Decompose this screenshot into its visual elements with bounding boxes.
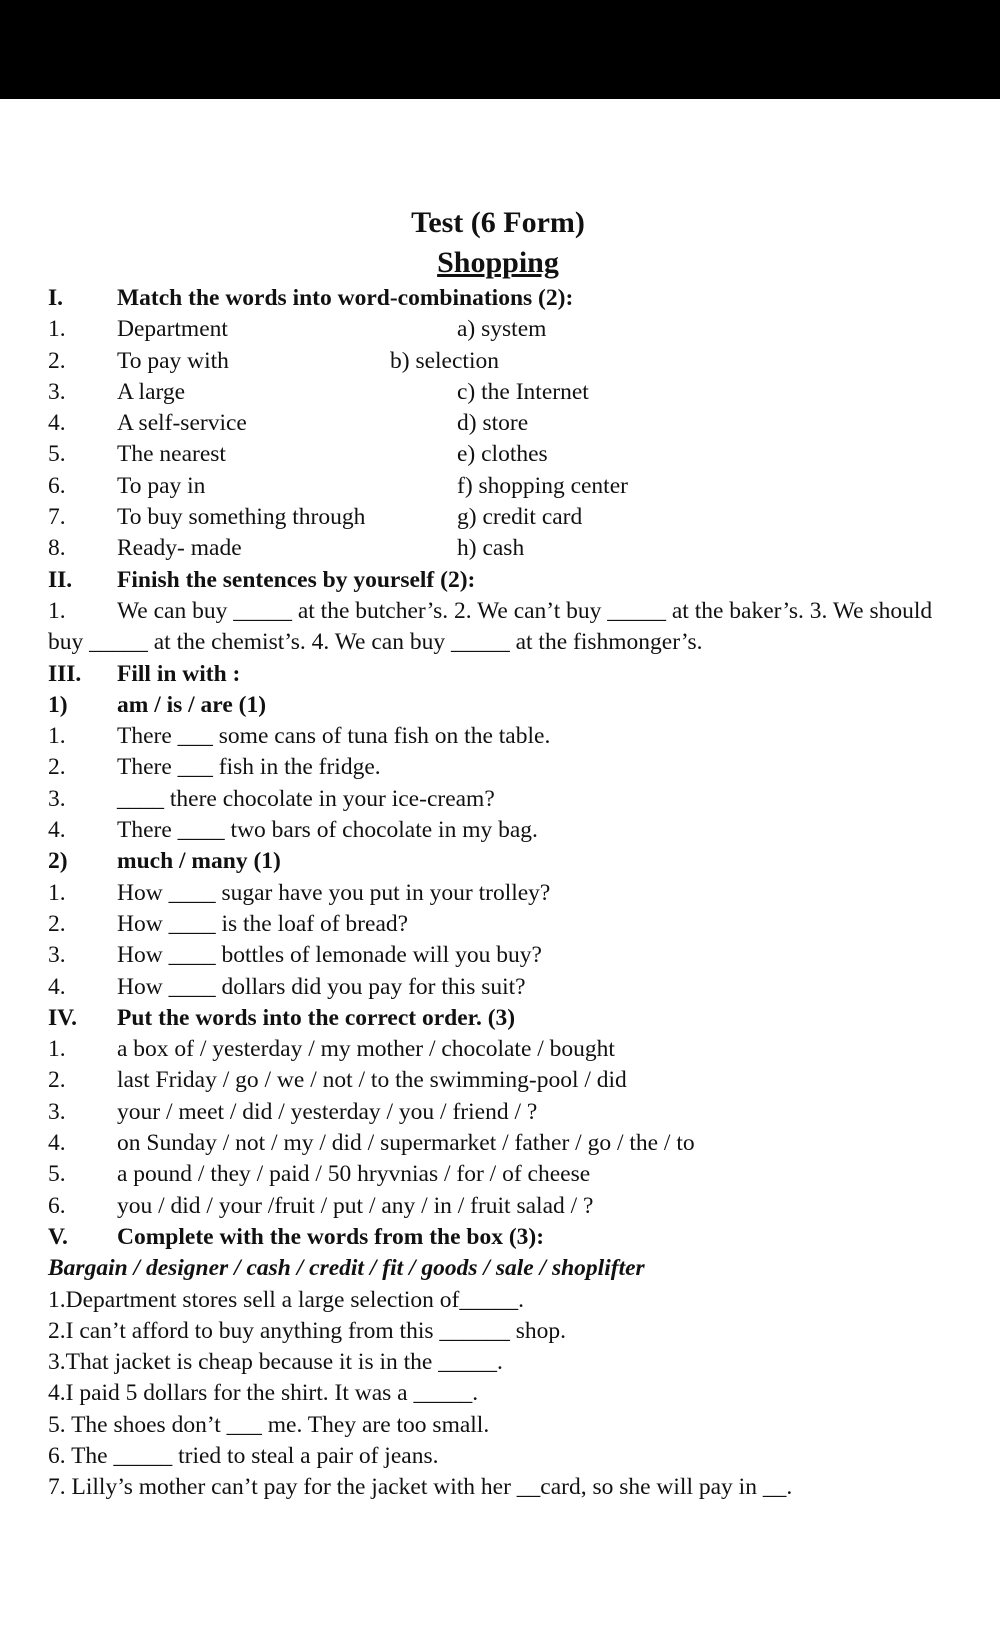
list-item — [48, 721, 948, 752]
list-item: 6. The _____ tried to steal a pair of jeans. — [48, 1442, 439, 1469]
match-right: a) system — [457, 316, 547, 343]
item-text: There ___ some cans of tuna fish on the table. — [117, 723, 551, 750]
item-number: 1. — [48, 316, 66, 343]
match-left: To pay in — [117, 472, 206, 499]
match-right: d) store — [457, 410, 529, 437]
item-number: 1. — [48, 1036, 66, 1063]
item-number: 8. — [48, 535, 66, 562]
section-4-heading — [48, 1003, 948, 1034]
item-text: a box of / yesterday / my mother / chocolate / bought — [117, 1036, 615, 1063]
match-left: To buy something through — [117, 504, 366, 531]
item-number: 2. — [48, 910, 66, 937]
list-item — [48, 784, 948, 815]
match-row — [48, 533, 948, 564]
list-item — [48, 752, 948, 783]
item-number: 4. — [48, 817, 66, 844]
page-title: Test (6 Form) — [411, 206, 585, 239]
list-item — [48, 1159, 948, 1190]
item-number: 3. — [48, 942, 66, 969]
section-heading-text: Put the words into the correct order. (3) — [117, 1004, 516, 1031]
item-number: 5. — [48, 441, 66, 468]
item-number: 7. — [48, 504, 66, 531]
list-item — [48, 815, 948, 846]
item-text: How ____ bottles of lemonade will you buy? — [117, 942, 542, 969]
match-row — [48, 471, 948, 502]
match-left: To pay with — [117, 347, 229, 374]
part-2-heading — [48, 846, 948, 877]
match-row — [48, 408, 948, 439]
list-item: 1.Department stores sell a large selection of_____. — [48, 1286, 524, 1313]
finish-sentences-paragraph — [48, 596, 948, 659]
match-right: e) clothes — [457, 441, 548, 468]
item-number: 4. — [48, 410, 66, 437]
list-item — [48, 1065, 948, 1096]
item-text: last Friday / go / we / not / to the swimming-pool / did — [117, 1067, 627, 1094]
worksheet — [48, 203, 948, 1504]
list-item — [48, 972, 948, 1003]
item-text: How ____ is the loaf of bread? — [117, 910, 409, 937]
word-box: Bargain / designer / cash / credit / fit / goods / sale / shoplifter — [48, 1255, 645, 1282]
list-item: 5. The shoes don’t ___ me. They are too small. — [48, 1411, 490, 1438]
match-left: A self-service — [117, 410, 247, 437]
item-text: you / did / your /fruit / put / any / in / fruit salad / ? — [117, 1192, 594, 1219]
list-item — [48, 1191, 948, 1222]
list-item — [48, 878, 948, 909]
match-left: Department — [117, 316, 228, 343]
list-item: 4.I paid 5 dollars for the shirt. It was a _____. — [48, 1380, 479, 1407]
paragraph-text: We can buy _____ at the butcher’s. 2. We can’t buy _____ at the baker’s. 3. We should buy _____ at the chemist’s. 4. We can buy _____ at the fishmonger’s. — [48, 597, 933, 656]
section-2-heading — [48, 565, 948, 596]
section-heading-text: Finish the sentences by yourself (2): — [117, 566, 476, 593]
item-text: on Sunday / not / my / did / supermarket / father / go / the / to — [117, 1130, 695, 1157]
item-number: 3. — [48, 378, 66, 405]
item-text: your / meet / did / yesterday / you / friend / ? — [117, 1098, 538, 1125]
match-row — [48, 377, 948, 408]
item-number: 2. — [48, 347, 66, 374]
item-number: 5. — [48, 1161, 66, 1188]
item-number: 2. — [48, 754, 66, 781]
section-1-heading — [48, 283, 948, 314]
match-row — [48, 314, 948, 345]
item-number: 4. — [48, 973, 66, 1000]
item-number: 2. — [48, 1067, 66, 1094]
item-text: How ____ sugar have you put in your trolley? — [117, 879, 551, 906]
match-row — [48, 502, 948, 533]
list-item: 3.That jacket is cheap because it is in the _____. — [48, 1349, 503, 1376]
item-number: 3. — [48, 785, 66, 812]
top-black-bar — [0, 0, 1000, 99]
page-subtitle — [48, 243, 948, 283]
part-number: 2) — [48, 848, 68, 875]
item-number: 1. — [48, 723, 66, 750]
item-text: a pound / they / paid / 50 hryvnias / for / of cheese — [117, 1161, 591, 1188]
list-item — [48, 1034, 948, 1065]
list-item: 7. Lilly’s mother can’t pay for the jacket with her __card, so she will pay in __. — [48, 1474, 793, 1501]
part-number: 1) — [48, 691, 68, 718]
match-right: b) selection — [390, 347, 499, 374]
match-right: f) shopping center — [457, 472, 628, 499]
list-item — [48, 1128, 948, 1159]
list-item — [48, 909, 948, 940]
item-number: 4. — [48, 1130, 66, 1157]
match-right: h) cash — [457, 535, 525, 562]
item-text: ____ there chocolate in your ice-cream? — [117, 785, 495, 812]
section-heading-text: Fill in with : — [117, 660, 241, 687]
section-number: II. — [48, 566, 73, 593]
match-left: Ready- made — [117, 535, 242, 562]
section-number: V. — [48, 1223, 68, 1250]
section-number: IV. — [48, 1004, 77, 1031]
section-3-heading — [48, 659, 948, 690]
item-text: There ____ two bars of chocolate in my bag. — [117, 817, 538, 844]
match-right: c) the Internet — [457, 378, 589, 405]
list-item: 2.I can’t afford to buy anything from this ______ shop. — [48, 1317, 567, 1344]
part-1-heading — [48, 690, 948, 721]
section-5-heading — [48, 1222, 948, 1253]
item-number: 1. — [48, 597, 66, 624]
item-number: 3. — [48, 1098, 66, 1125]
section-number: III. — [48, 660, 82, 687]
part-heading-text: am / is / are (1) — [117, 691, 267, 718]
item-number: 6. — [48, 472, 66, 499]
part-heading-text: much / many (1) — [117, 848, 281, 875]
list-item — [48, 1097, 948, 1128]
list-item — [48, 940, 948, 971]
match-left: The nearest — [117, 441, 226, 468]
match-row — [48, 439, 948, 470]
section-heading-text: Complete with the words from the box (3): — [117, 1223, 545, 1250]
item-text: There ___ fish in the fridge. — [117, 754, 381, 781]
match-row — [48, 346, 948, 377]
match-left: A large — [117, 378, 186, 405]
match-right: g) credit card — [457, 504, 583, 531]
section-heading-text: Match the words into word-combinations (2): — [117, 285, 574, 311]
subtitle-text: Shopping — [437, 246, 559, 279]
item-number: 1. — [48, 879, 66, 906]
section-number: I. — [48, 285, 64, 311]
item-text: How ____ dollars did you pay for this suit? — [117, 973, 526, 1000]
item-number: 6. — [48, 1192, 66, 1219]
